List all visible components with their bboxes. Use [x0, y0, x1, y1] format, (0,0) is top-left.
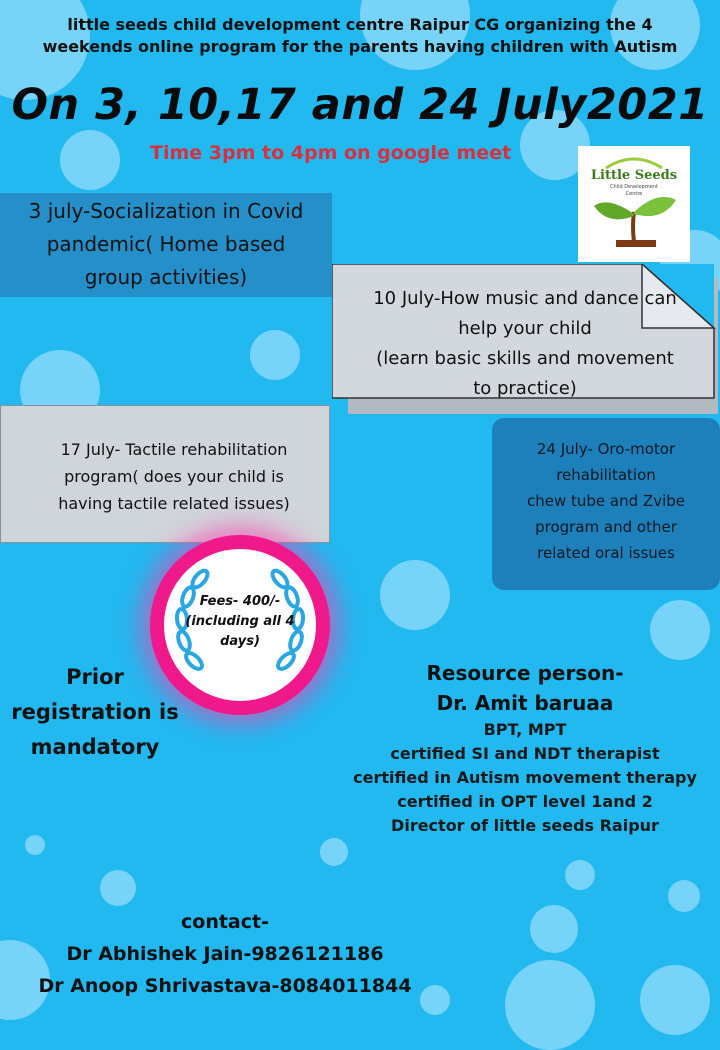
session-2-line-2: help your child: [458, 318, 592, 339]
event-dates: On 3, 10,17 and 24 July2021: [11, 80, 709, 130]
contact-title: contact-: [181, 911, 269, 933]
contact-2: Dr Anoop Shrivastava-8084011844: [38, 975, 412, 997]
bubble-decoration: [530, 905, 578, 953]
session-1-line-3: group activities): [84, 265, 248, 289]
session-4-line-2: rehabilitation: [556, 466, 656, 484]
resource-title: Resource person-: [426, 661, 624, 685]
bubble-decoration: [100, 870, 136, 906]
session-4-line-1: 24 July- Oro-motor: [536, 440, 676, 458]
prior-line-1: Prior: [66, 665, 124, 689]
bubble-decoration: [650, 600, 710, 660]
bubble-decoration: [250, 330, 300, 380]
session-2-line-1: 10 July-How music and dance can: [373, 288, 677, 309]
resource-credential: certified in Autism movement therapy: [353, 768, 697, 787]
bubble-decoration: [668, 880, 700, 912]
little-seeds-logo: [578, 146, 690, 262]
contact-1: Dr Abhishek Jain-9826121186: [66, 943, 384, 965]
bubble-decoration: [380, 560, 450, 630]
logo-subtitle-line-2: Centre: [625, 191, 643, 197]
session-1-line-2: pandemic( Home based: [46, 232, 286, 256]
session-box-10-july: [332, 264, 718, 402]
resource-person: [330, 658, 720, 838]
resource-credential: Director of little seeds Raipur: [391, 816, 659, 835]
fees-line-3: days): [220, 634, 260, 649]
prior-line-3: mandatory: [30, 735, 160, 759]
bubble-decoration: [565, 860, 595, 890]
header-line-2: weekends online program for the parents having children with Autism: [42, 37, 678, 56]
logo-title: Little Seeds: [590, 168, 678, 183]
session-box-24-july: [492, 418, 720, 590]
session-3-line-1: 17 July- Tactile rehabilitation: [60, 440, 288, 459]
prior-line-2: registration is: [11, 700, 179, 724]
resource-name: Dr. Amit baruaa: [436, 691, 614, 715]
session-1-line-1: 3 july-Socialization in Covid: [28, 199, 304, 223]
bubble-decoration: [505, 960, 595, 1050]
logo-graphic: [578, 146, 690, 262]
resource-credential: certified SI and NDT therapist: [390, 744, 660, 763]
prior-registration-note: [0, 660, 190, 765]
logo-subtitle: [578, 184, 690, 198]
session-2-line-3: (learn basic skills and movement: [376, 348, 674, 369]
session-box-3-july: [0, 193, 332, 297]
resource-credential: BPT, MPT: [483, 720, 567, 739]
fees-line-1: Fees- 400/-: [199, 594, 281, 609]
bubble-decoration: [25, 835, 45, 855]
bubble-decoration: [60, 130, 120, 190]
fees-line-2: (including all 4: [185, 614, 295, 629]
session-box-17-july: [0, 405, 330, 543]
fees-text: [160, 592, 320, 652]
resource-credential: certified in OPT level 1and 2: [397, 792, 653, 811]
header-line-1: little seeds child development centre Raipur CG organizing the 4: [67, 15, 653, 34]
session-3-line-3: having tactile related issues): [58, 494, 290, 513]
session-4-line-3: chew tube and Zvibe: [527, 492, 685, 510]
session-3-line-2: program( does your child is: [64, 467, 284, 486]
contact-section: [0, 906, 450, 1002]
event-time: Time 3pm to 4pm on google meet: [150, 142, 512, 164]
session-2-line-4: to practice): [473, 378, 577, 399]
header-text: [0, 14, 720, 58]
bubble-decoration: [640, 965, 710, 1035]
bubble-decoration: [320, 838, 348, 866]
logo-subtitle-line-1: Child Development: [610, 184, 658, 190]
session-4-line-5: related oral issues: [537, 544, 675, 562]
session-4-line-4: program and other: [535, 518, 677, 536]
